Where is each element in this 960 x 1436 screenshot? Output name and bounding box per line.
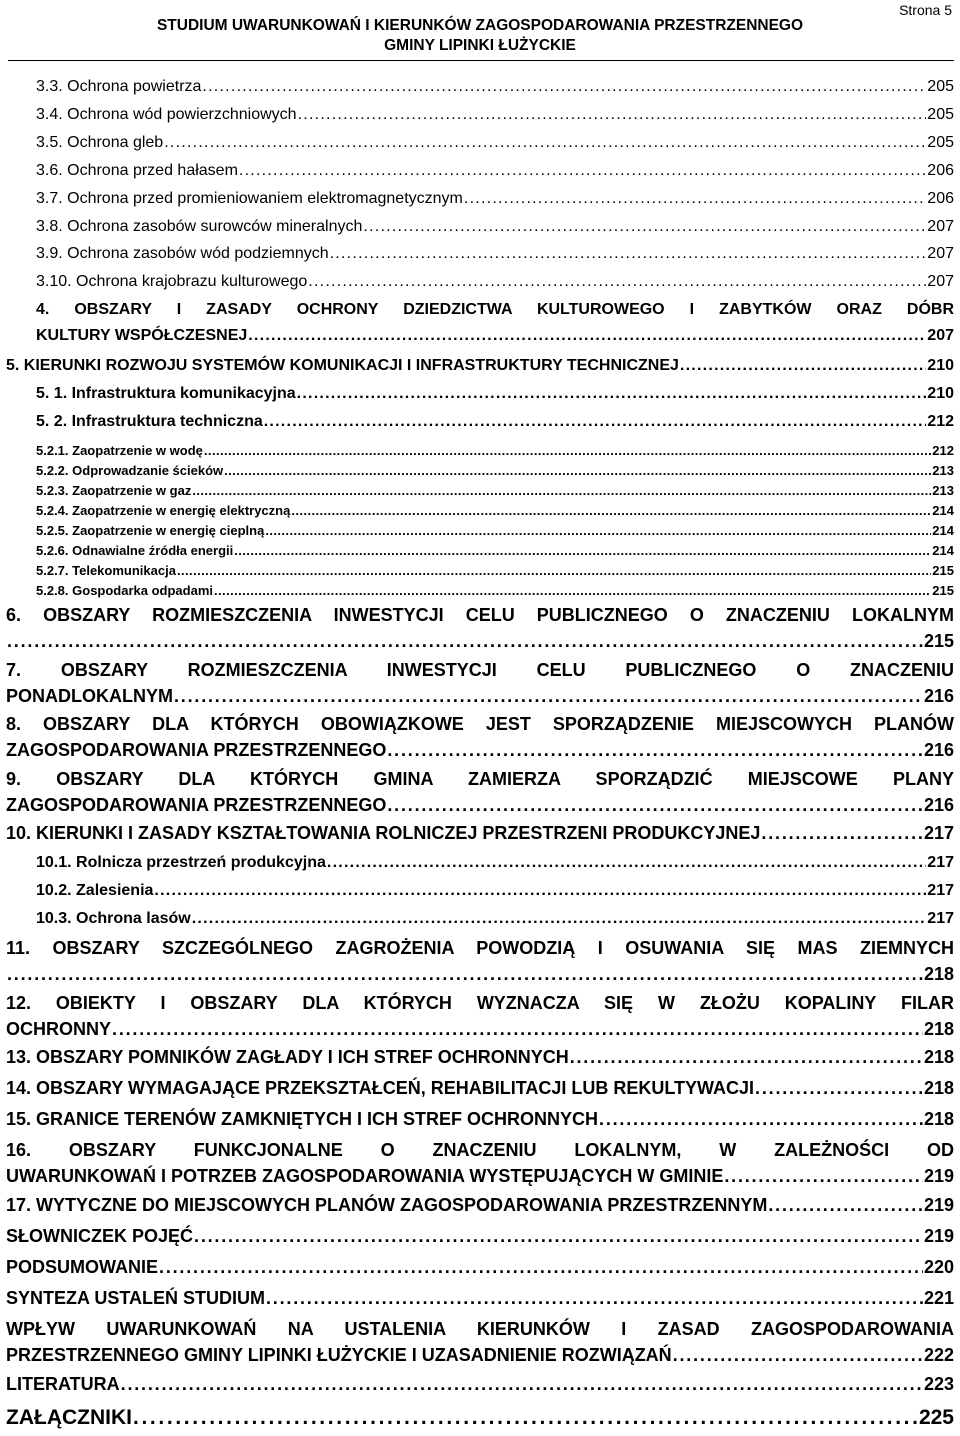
toc-page-number: 214 <box>932 523 954 538</box>
toc-entry-title: 3.9. Ochrona zasobów wód podziemnych <box>36 245 329 262</box>
toc-entry-title: 10.3. Ochrona lasów <box>36 910 191 927</box>
toc-page-number: 217 <box>927 910 954 927</box>
toc-entry[interactable] <box>36 104 954 126</box>
toc-entry-title: 5.2.3. Zaopatrzenie w gaz <box>36 483 192 498</box>
toc-entry-title: 3.10. Ochrona krajobrazu kulturowego <box>36 273 308 290</box>
toc-entry-title: 5.2.4. Zaopatrzenie w energię elektryczną <box>36 503 291 518</box>
toc-entry[interactable] <box>36 502 954 520</box>
toc-entry-row <box>6 1404 954 1432</box>
toc-entry-title: KULTURY WSPÓŁCZESNEJ <box>36 327 248 344</box>
toc-entry-title-line1: 11. OBSZARY SZCZEGÓLNEGO ZAGROŻENIA POWODZIĄ I OSUWANIA SIĘ MAS ZIEMNYCH <box>6 938 954 958</box>
toc-entry[interactable] <box>6 1372 954 1396</box>
toc-entry-row <box>6 1076 954 1100</box>
toc-page-number: 212 <box>927 413 954 430</box>
toc-entry[interactable] <box>6 1107 954 1131</box>
toc-entry[interactable] <box>36 482 954 500</box>
dot-leader <box>291 502 931 520</box>
header-title-line2: GMINY LIPINKI ŁUŻYCKIE <box>384 37 576 54</box>
toc-entry-title: 3.6. Ochrona przed hałasem <box>36 162 238 179</box>
toc-entry-title: 3.8. Ochrona zasobów surowców mineralnych <box>36 218 363 235</box>
toc-entry-row <box>36 411 954 433</box>
toc-entry-row <box>36 104 954 126</box>
toc-entry-title-line1: 4. OBSZARY I ZASADY OCHRONY DZIEDZICTWA KULTUROWEGO I ZABYTKÓW ORAZ DÓBR <box>36 301 954 318</box>
header-divider <box>8 60 954 61</box>
dot-leader <box>724 1164 923 1188</box>
toc-entry[interactable] <box>36 879 954 903</box>
toc-page-number: 216 <box>923 740 954 760</box>
dot-leader <box>387 738 923 762</box>
toc-entry[interactable] <box>6 991 954 1041</box>
toc-entry[interactable] <box>36 299 954 347</box>
toc-entry[interactable] <box>6 1193 954 1217</box>
dot-leader <box>224 462 931 480</box>
toc-entry-title: 5.2.5. Zaopatrzenie w energię cieplną <box>36 523 265 538</box>
dot-leader <box>761 821 923 845</box>
toc-entry-title: ZAGOSPODAROWANIA PRZESTRZENNEGO <box>6 740 387 760</box>
toc-page-number: 219 <box>923 1166 954 1186</box>
dot-leader <box>7 629 923 653</box>
dot-leader <box>330 243 927 265</box>
toc-entry[interactable] <box>6 1138 954 1188</box>
toc-entry-row <box>6 1164 954 1188</box>
toc-page-number: 218 <box>923 1047 954 1067</box>
toc-entry[interactable] <box>6 355 954 377</box>
toc-entry-row <box>36 132 954 154</box>
toc-entry[interactable] <box>6 1224 954 1248</box>
toc-entry-row <box>6 793 954 817</box>
dot-leader <box>202 76 926 98</box>
dot-leader <box>363 216 926 238</box>
dot-leader <box>308 271 926 293</box>
toc-entry-title: 15. GRANICE TERENÓW ZAMKNIĘTYCH I ICH STREF OCHRONNYCH <box>6 1109 599 1129</box>
toc-entry-row <box>6 1107 954 1131</box>
toc-page-number: 207 <box>927 245 954 262</box>
toc-entry-title: OCHRONNY <box>6 1019 112 1039</box>
toc-entry-row <box>6 355 954 377</box>
toc-page-number: 217 <box>927 882 954 899</box>
toc-entry[interactable] <box>36 188 954 210</box>
toc-page-number: 207 <box>927 218 954 235</box>
dot-leader <box>680 355 926 377</box>
toc-entry[interactable] <box>36 383 954 405</box>
toc-entry[interactable] <box>36 216 954 238</box>
toc-entry-title: SYNTEZA USTALEŃ STUDIUM <box>6 1288 265 1308</box>
toc-entry-title: 3.3. Ochrona powietrza <box>36 78 202 95</box>
toc-entry-row <box>6 1343 954 1367</box>
toc-entry-title: 3.7. Ochrona przed promieniowaniem elektromagnetycznym <box>36 190 463 207</box>
toc-page-number: 215 <box>923 631 954 651</box>
dot-leader <box>239 160 926 182</box>
toc-entry[interactable] <box>6 821 954 845</box>
toc-entry-row <box>6 1224 954 1248</box>
dot-leader <box>121 1372 923 1396</box>
toc-page-number: 206 <box>927 162 954 179</box>
toc-entry-row <box>36 325 954 347</box>
toc-entry-row <box>36 482 954 500</box>
toc-page-number: 207 <box>927 273 954 290</box>
toc-page-number: 210 <box>927 385 954 402</box>
toc-entry-title: 5.2.8. Gospodarka odpadami <box>36 583 213 598</box>
toc-entry-row <box>6 1372 954 1396</box>
dot-leader <box>266 1286 923 1310</box>
dot-leader <box>194 1224 923 1248</box>
toc-entry[interactable] <box>36 907 954 931</box>
toc-entry[interactable] <box>36 582 954 600</box>
dot-leader <box>264 411 927 433</box>
toc-entry[interactable] <box>36 442 954 460</box>
toc-entry-row <box>36 851 954 875</box>
toc-entry-title: 5. 1. Infrastruktura komunikacyjna <box>36 385 296 402</box>
toc-entry-title-line1: 9. OBSZARY DLA KTÓRYCH GMINA ZAMIERZA SPORZĄDZIĆ MIEJSCOWE PLANY <box>6 769 954 789</box>
toc-entry-row <box>6 1193 954 1217</box>
dot-leader <box>327 851 926 875</box>
toc-entry-title: PRZESTRZENNEGO GMINY LIPINKI ŁUŻYCKIE I UZASADNIENIE ROZWIĄZAŃ <box>6 1345 672 1365</box>
dot-leader <box>192 907 927 931</box>
toc-page-number: 212 <box>932 443 954 458</box>
toc-entry-title: 10. KIERUNKI I ZASADY KSZTAŁTOWANIA ROLNICZEJ PRZESTRZENI PRODUKCYJNEJ <box>6 823 761 843</box>
toc-page-number: 219 <box>923 1195 954 1215</box>
toc-entry-row <box>36 76 954 98</box>
toc-entry[interactable] <box>6 603 954 653</box>
toc-entry-row <box>6 821 954 845</box>
dot-leader <box>214 582 931 600</box>
dot-leader <box>192 482 931 500</box>
dot-leader <box>265 522 931 540</box>
toc-entry[interactable] <box>36 76 954 98</box>
toc-entry[interactable] <box>36 411 954 433</box>
toc-page-number: 218 <box>923 1078 954 1098</box>
toc-entry-title: 5.2.6. Odnawialne źródła energii <box>36 543 234 558</box>
toc-page-number: 210 <box>927 357 954 374</box>
toc-entry-row <box>6 962 954 986</box>
toc-entry[interactable] <box>6 936 954 986</box>
toc-entry-title: PODSUMOWANIE <box>6 1257 159 1277</box>
toc-entry-title-line1: 7. OBSZARY ROZMIESZCZENIA INWESTYCJI CELU PUBLICZNEGO O ZNACZENIU <box>6 660 954 680</box>
toc-entry-row <box>36 383 954 405</box>
dot-leader <box>234 542 931 560</box>
toc-page-number: 223 <box>923 1374 954 1394</box>
toc-entry[interactable] <box>6 1255 954 1279</box>
toc-entry[interactable] <box>36 243 954 265</box>
toc-entry-title: 10.1. Rolnicza przestrzeń produkcyjna <box>36 854 326 871</box>
toc-entry[interactable] <box>6 1076 954 1100</box>
toc-entry-row <box>36 879 954 903</box>
toc-entry[interactable] <box>6 1286 954 1310</box>
toc-entry-title-line1: WPŁYW UWARUNKOWAŃ NA USTALENIA KIERUNKÓW I ZASAD ZAGOSPODAROWANIA <box>6 1319 954 1339</box>
dot-leader <box>387 793 923 817</box>
dot-leader <box>599 1107 923 1131</box>
toc-entry-title: UWARUNKOWAŃ I POTRZEB ZAGOSPODAROWANIA WYSTĘPUJĄCYCH W GMINIE <box>6 1166 724 1186</box>
toc-entry-row <box>36 271 954 293</box>
toc-entry-row <box>36 522 954 540</box>
toc-entry-title: 5.2.2. Odprowadzanie ścieków <box>36 463 224 478</box>
toc-page-number: 218 <box>923 964 954 984</box>
toc-entry[interactable] <box>6 1045 954 1069</box>
toc-entry-row <box>6 1017 954 1041</box>
toc-entry-row <box>36 160 954 182</box>
toc-page-number: 205 <box>927 134 954 151</box>
toc-entry-title-line1: 16. OBSZARY FUNKCJONALNE O ZNACZENIU LOKALNYM, W ZALEŻNOŚCI OD <box>6 1140 954 1160</box>
toc-entry-row <box>36 188 954 210</box>
toc-page-number: 218 <box>923 1019 954 1039</box>
toc-entry-row <box>6 684 954 708</box>
dot-leader <box>159 1255 923 1279</box>
toc-entry-row <box>6 1286 954 1310</box>
toc-entry-row <box>36 542 954 560</box>
dot-leader <box>297 383 927 405</box>
toc-entry-title: 5.2.7. Telekomunikacja <box>36 563 176 578</box>
toc-entry[interactable] <box>6 1317 954 1367</box>
dot-leader <box>755 1076 923 1100</box>
toc-page-number: 216 <box>923 686 954 706</box>
toc-entry-title-line1: 6. OBSZARY ROZMIESZCZENIA INWESTYCJI CELU PUBLICZNEGO O ZNACZENIU LOKALNYM <box>6 605 954 625</box>
toc-entry[interactable] <box>36 132 954 154</box>
toc-entry[interactable] <box>36 462 954 480</box>
toc-entry-row <box>6 1045 954 1069</box>
toc-entry-title-line1: 8. OBSZARY DLA KTÓRYCH OBOWIĄZKOWE JEST SPORZĄDZENIE MIEJSCOWYCH PLANÓW <box>6 714 954 734</box>
dot-leader <box>673 1343 923 1367</box>
dot-leader <box>7 962 923 986</box>
toc-page-number: 207 <box>927 327 954 344</box>
dot-leader <box>248 325 926 347</box>
page-number-label: Strona 5 <box>899 2 952 18</box>
document-header <box>0 16 960 56</box>
toc-page-number: 215 <box>932 583 954 598</box>
dot-leader <box>133 1404 918 1432</box>
toc-entry[interactable] <box>36 851 954 875</box>
toc-page-number: 222 <box>923 1345 954 1365</box>
toc-page-number: 213 <box>932 463 954 478</box>
toc-page-number: 217 <box>923 823 954 843</box>
toc-page-number: 213 <box>932 483 954 498</box>
toc-page-number: 214 <box>932 503 954 518</box>
toc-entry[interactable] <box>6 712 954 762</box>
dot-leader <box>154 879 926 903</box>
toc-page-number: 205 <box>927 78 954 95</box>
toc-entry-title: 17. WYTYCZNE DO MIEJSCOWYCH PLANÓW ZAGOSPODAROWANIA PRZESTRZENNYM <box>6 1195 768 1215</box>
toc-page-number: 219 <box>923 1226 954 1246</box>
toc-entry-row <box>36 243 954 265</box>
toc-entry-title: SŁOWNICZEK POJĘĆ <box>6 1226 194 1246</box>
toc-page-number: 220 <box>923 1257 954 1277</box>
dot-leader <box>570 1045 923 1069</box>
toc-entry[interactable] <box>36 522 954 540</box>
toc-entry[interactable] <box>36 542 954 560</box>
toc-page-number: 215 <box>932 563 954 578</box>
toc-entry[interactable] <box>6 658 954 708</box>
toc-page-number: 205 <box>927 106 954 123</box>
toc-entry-row <box>36 582 954 600</box>
dot-leader <box>464 188 926 210</box>
toc-entry[interactable] <box>6 1404 954 1432</box>
dot-leader <box>298 104 927 126</box>
dot-leader <box>112 1017 923 1041</box>
toc-page-number: 206 <box>927 190 954 207</box>
toc-entry-title: LITERATURA <box>6 1374 120 1394</box>
toc-entry-title: PONADLOKALNYM <box>6 686 173 706</box>
toc-entry-title: 5. KIERUNKI ROZWOJU SYSTEMÓW KOMUNIKACJI I INFRASTRUKTURY TECHNICZNEJ <box>6 357 679 374</box>
toc-entry-title: 5.2.1. Zaopatrzenie w wodę <box>36 443 203 458</box>
toc-page-number: 221 <box>923 1288 954 1308</box>
toc-entry-title: ZAŁĄCZNIKI <box>6 1406 132 1429</box>
toc-entry-row <box>6 1255 954 1279</box>
toc-entry-title: 5. 2. Infrastruktura techniczna <box>36 413 263 430</box>
toc-entry-title-line1: 12. OBIEKTY I OBSZARY DLA KTÓRYCH WYZNACZA SIĘ W ZŁOŻU KOPALINY FILAR <box>6 993 954 1013</box>
toc-entry-title: 14. OBSZARY WYMAGAJĄCE PRZEKSZTAŁCEŃ, REHABILITACJI LUB REKULTYWACJI <box>6 1078 755 1098</box>
toc-entry-title: ZAGOSPODAROWANIA PRZESTRZENNEGO <box>6 795 387 815</box>
toc-entry[interactable] <box>36 562 954 580</box>
toc-entry-title: 3.4. Ochrona wód powierzchniowych <box>36 106 297 123</box>
toc-entry[interactable] <box>36 160 954 182</box>
toc-entry[interactable] <box>36 271 954 293</box>
toc-entry-row <box>36 462 954 480</box>
dot-leader <box>164 132 926 154</box>
toc-entry[interactable] <box>6 767 954 817</box>
toc-page-number: 216 <box>923 795 954 815</box>
toc-entry-row <box>36 907 954 931</box>
header-title-line1: STUDIUM UWARUNKOWAŃ I KIERUNKÓW ZAGOSPODAROWANIA PRZESTRZENNEGO <box>156 17 804 34</box>
toc-entry-row <box>36 502 954 520</box>
toc-entry-row <box>6 738 954 762</box>
toc-entry-row <box>36 216 954 238</box>
toc-page-number: 217 <box>927 854 954 871</box>
toc-entry-row <box>36 442 954 460</box>
toc-entry-title: 10.2. Zalesienia <box>36 882 154 899</box>
dot-leader <box>177 562 931 580</box>
dot-leader <box>174 684 923 708</box>
toc-entry-title: 13. OBSZARY POMNIKÓW ZAGŁADY I ICH STREF OCHRONNYCH <box>6 1047 569 1067</box>
dot-leader <box>204 442 931 460</box>
dot-leader <box>768 1193 923 1217</box>
toc-page-number: 214 <box>932 543 954 558</box>
toc-page-number: 218 <box>923 1109 954 1129</box>
toc-page-number: 225 <box>918 1406 954 1429</box>
toc-entry-row <box>6 629 954 653</box>
toc-entry-title: 3.5. Ochrona gleb <box>36 134 164 151</box>
toc-entry-row <box>36 562 954 580</box>
